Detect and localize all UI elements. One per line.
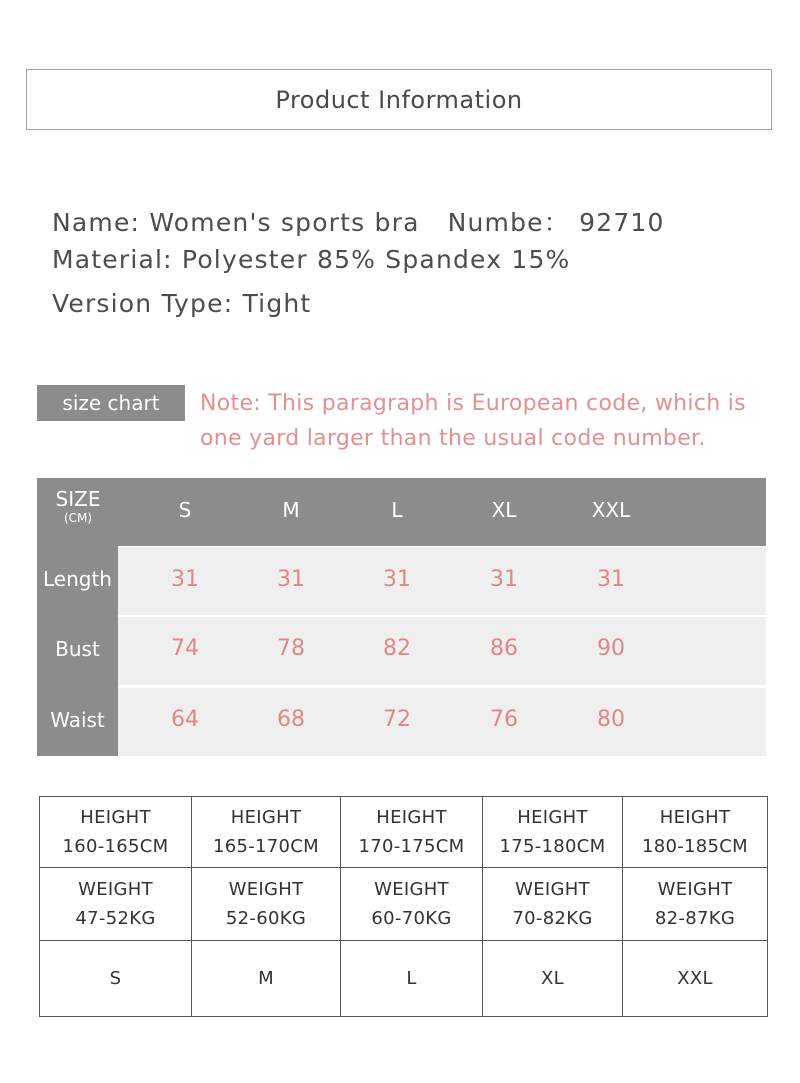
size-cell-xxl: XXL — [623, 941, 768, 1017]
height-label: HEIGHT — [230, 807, 302, 828]
weight-cell — [192, 868, 341, 941]
waist-m: 68 — [277, 707, 305, 732]
height-row — [40, 797, 768, 868]
height-cell — [192, 797, 341, 868]
bust-l: 82 — [383, 636, 411, 661]
size-row — [40, 941, 768, 1017]
product-number: Numbe： 92710 — [447, 208, 665, 237]
weight-cell — [341, 868, 483, 941]
length-s: 31 — [171, 567, 199, 592]
size-cell-xl: XL — [483, 941, 623, 1017]
length-l: 31 — [383, 567, 411, 592]
row-label-length: Length — [43, 567, 112, 591]
row-label-waist: Waist — [50, 708, 105, 732]
length-xl: 31 — [490, 567, 518, 592]
product-name-line — [52, 203, 665, 239]
page-title: Product Information — [275, 85, 523, 114]
weight-cell — [483, 868, 623, 941]
bust-xxl: 90 — [597, 636, 625, 661]
bust-s: 74 — [171, 636, 199, 661]
height-value: 170-175CM — [358, 836, 465, 857]
size-header-xl: XL — [491, 498, 517, 522]
size-header-label: SIZE — [55, 487, 101, 511]
size-cell-s: S — [40, 941, 192, 1017]
height-value: 175-180CM — [499, 836, 606, 857]
height-label: HEIGHT — [80, 807, 151, 828]
height-cell — [40, 797, 192, 868]
height-cell — [623, 797, 768, 868]
waist-s: 64 — [171, 707, 199, 732]
length-m: 31 — [277, 567, 305, 592]
product-version-type: Version Type: Tight — [52, 289, 312, 318]
weight-label: WEIGHT — [78, 879, 153, 900]
weight-value: 60-70KG — [371, 908, 452, 929]
height-label: HEIGHT — [376, 807, 447, 828]
size-note: Note: This paragraph is European code, which is one yard larger than the usual code number. — [200, 391, 746, 451]
size-header — [38, 488, 118, 526]
bust-xl: 86 — [490, 636, 518, 661]
size-header-s: S — [178, 498, 192, 522]
size-cell-l: L — [341, 941, 483, 1017]
height-value: 165-170CM — [212, 836, 319, 857]
weight-label: WEIGHT — [374, 879, 449, 900]
weight-value: 70-82KG — [512, 908, 593, 929]
height-cell — [483, 797, 623, 868]
height-value: 160-165CM — [62, 836, 169, 857]
product-information-title — [26, 69, 772, 130]
weight-row — [40, 868, 768, 941]
size-guide-table — [39, 796, 768, 1017]
height-label: HEIGHT — [517, 807, 588, 828]
weight-value: 82-87KG — [654, 908, 736, 929]
bust-m: 78 — [277, 636, 305, 661]
row-label-bust: Bust — [55, 637, 100, 661]
weight-label: WEIGHT — [228, 879, 304, 900]
height-label: HEIGHT — [659, 807, 731, 828]
product-name: Name: Women's sports bra — [52, 208, 420, 237]
size-chart-label: size chart — [37, 385, 185, 421]
height-cell — [341, 797, 483, 868]
size-chart-row-waist — [118, 688, 766, 756]
waist-l: 72 — [383, 707, 411, 732]
weight-value: 47-52KG — [75, 908, 156, 929]
weight-cell — [40, 868, 192, 941]
length-xxl: 31 — [597, 567, 625, 592]
weight-label: WEIGHT — [515, 879, 590, 900]
weight-value: 52-60KG — [225, 908, 307, 929]
size-cell-m: M — [192, 941, 341, 1017]
waist-xl: 76 — [490, 707, 518, 732]
weight-cell — [623, 868, 768, 941]
product-material: Material: Polyester 85% Spandex 15% — [52, 245, 571, 274]
size-unit: (CM) — [63, 511, 93, 525]
size-header-m: M — [282, 498, 300, 522]
size-header-l: L — [391, 498, 403, 522]
size-chart-row-bust — [118, 617, 766, 685]
height-value: 180-185CM — [641, 836, 748, 857]
weight-label: WEIGHT — [657, 879, 733, 900]
size-header-xxl: XXL — [591, 498, 631, 522]
size-chart-row-length — [118, 547, 766, 615]
waist-xxl: 80 — [597, 707, 625, 732]
